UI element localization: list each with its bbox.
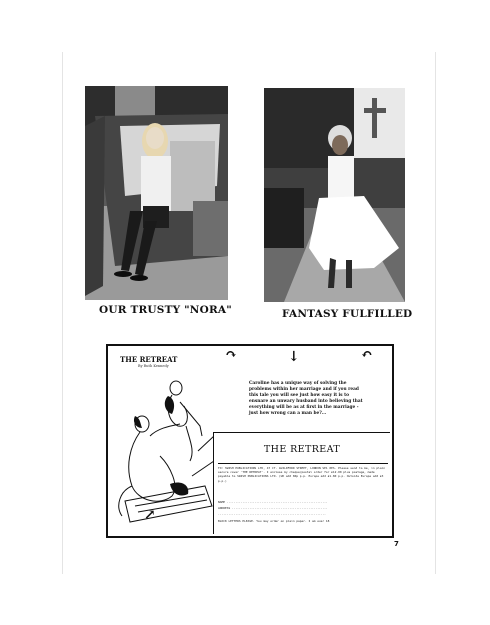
address-line-2: .............................................................. [218,512,326,516]
divider [218,463,388,464]
ad-title: THE RETREAT [120,355,178,364]
right-photo-caption: FANTASY FULFILLED [282,308,413,320]
book-advertisement [106,344,394,538]
left-photo-caption: OUR TRUSTY "NORA" [99,304,232,316]
diagonal-arrow-icon: ↗ [144,507,156,523]
order-form-text: TO: SWISH PUBLICATIONS LTD, 47 CT. GUILDFORD STREET, LONDON SE1 0ES. Please send to me, in plain secure cover 'THE RETREAT'. I enclose my cheque/postal order for £12.00 plus postage, made payable to SWISH PUBLICATIONS LTD. (UK add 80p p.p. Europe add £1.80 p.p. Outside Europe add £3 p.p.) [218,466,386,483]
page-number: 7 [394,540,399,548]
garden-photo [264,88,405,302]
down-arrow-icon: ↓ [288,349,300,365]
address-field: ADDRESS ....................................................... [218,506,328,510]
car-photo [85,86,228,300]
name-field: NAME .......................................................... [218,500,328,504]
illustration [110,366,218,526]
order-form-footer: BLOCK LETTERS PLEASE. You may order on plain paper. I am over 18 [218,519,330,523]
order-form-title: THE RETREAT [263,444,341,455]
curved-arrow-icon: ↷ [225,347,237,363]
order-form [213,432,390,534]
ad-byline: By Ruth Kennedy [138,364,169,368]
curved-arrow-icon: ↶ [361,347,373,363]
ad-blurb: Caroline has a unique way of solving the problems within her marriage and if you read this tale you will see just how easy it is to ensnare an unwary husband into believing that everything will be as at first in the marriage - just how wrong can a man be?... [249,381,363,417]
